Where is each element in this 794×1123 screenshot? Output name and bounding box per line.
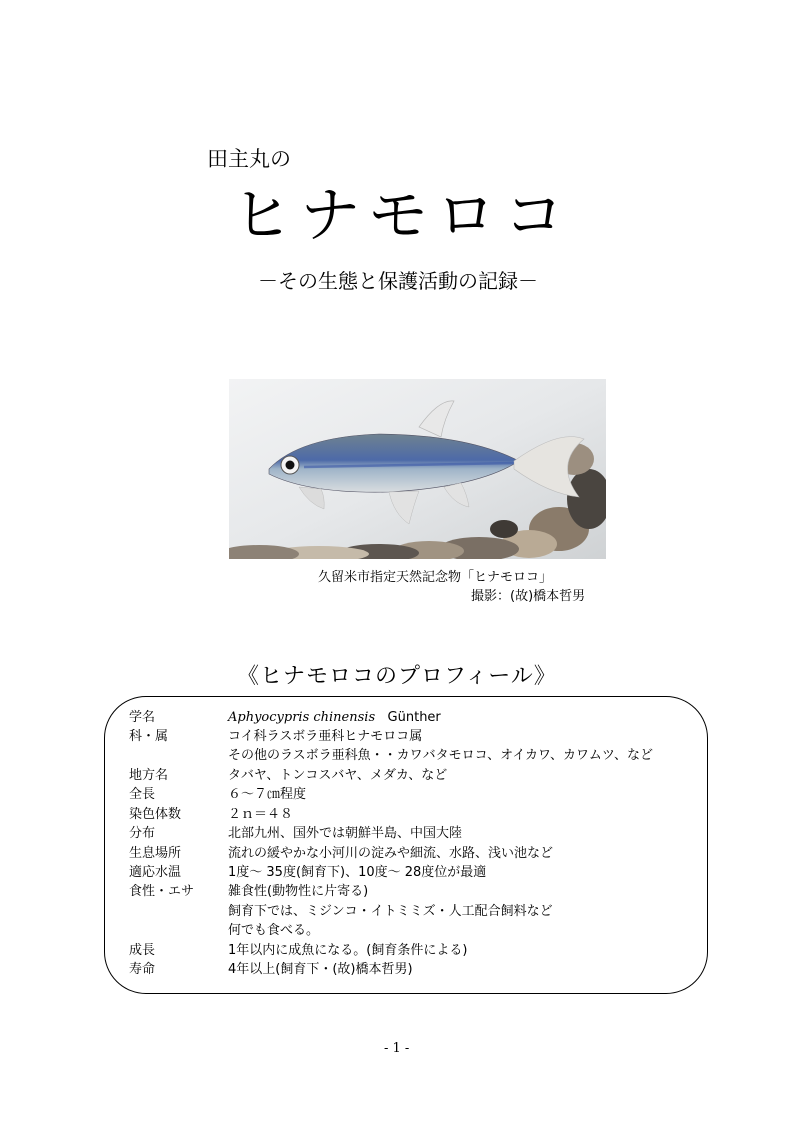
- fish-photo: [229, 379, 606, 559]
- profile-label: 食性・エサ: [129, 884, 195, 899]
- document-title: ヒナモロコ: [232, 181, 572, 251]
- profile-label: 地方名: [129, 768, 169, 783]
- profile-label: 全長: [129, 787, 156, 802]
- profile-label: 学名: [129, 710, 156, 725]
- profile-row: [129, 766, 447, 785]
- profile-row: [129, 805, 293, 824]
- profile-value: ６～７㎝程度: [228, 787, 307, 802]
- profile-value: 4年以上(飼育下・(故)橋本哲男): [228, 962, 413, 977]
- profile-value: ２ｎ＝４８: [228, 807, 294, 822]
- profile-label: 科・属: [129, 729, 169, 744]
- profile-value-continued: 飼育下では、ミジンコ・イトミミズ・人工配合飼料など: [228, 904, 553, 919]
- profile-label: 染色体数: [129, 807, 182, 822]
- profile-label: 成長: [129, 943, 156, 958]
- profile-row-scientific-name: [129, 708, 441, 727]
- profile-label: 寿命: [129, 962, 156, 977]
- document-subtitle: －その生態と保護活動の記録－: [258, 269, 538, 293]
- profile-row: [129, 727, 422, 746]
- scientific-author: Günther: [387, 710, 441, 725]
- profile-value: 1年以内に成魚になる。(飼育条件による): [228, 943, 468, 958]
- scientific-name: Aphyocypris chinensis: [228, 710, 376, 725]
- profile-row: [129, 785, 306, 804]
- profile-label: 生息場所: [129, 846, 182, 861]
- profile-value: 流れの緩やかな小河川の淀みや細流、水路、浅い池など: [228, 846, 554, 861]
- profile-row: [129, 882, 368, 901]
- profile-value-continued: その他のラスボラ亜科魚・・カワバタモロコ、オイカワ、カワムツ、など: [228, 748, 653, 763]
- profile-value: 北部九州、国外では朝鮮半島、中国大陸: [228, 826, 463, 841]
- profile-value: コイ科ラスボラ亜科ヒナモロコ属: [228, 729, 423, 744]
- profile-row: [129, 941, 467, 960]
- title-prefix: 田主丸の: [207, 147, 291, 171]
- page-number: - 1 -: [384, 1041, 410, 1056]
- profile-row: [129, 824, 462, 843]
- profile-value-continued: 何でも食べる。: [228, 923, 320, 938]
- profile-value: タバヤ、トンコスバヤ、メダカ、など: [228, 768, 448, 783]
- profile-label: 分布: [129, 826, 156, 841]
- profile-row: [129, 960, 413, 979]
- profile-heading: 《ヒナモロコのプロフィール》: [237, 664, 557, 689]
- profile-value: 1度～ 35度(飼育下)、10度～ 28度位が最適: [228, 865, 487, 880]
- profile-row: [129, 863, 486, 882]
- photo-caption: 久留米市指定天然記念物「ヒナモロコ」: [318, 570, 553, 585]
- profile-row: [129, 844, 553, 863]
- profile-value: 雑食性(動物性に片寄る): [228, 884, 369, 899]
- profile-label: 適応水温: [129, 865, 182, 880]
- photo-credit: 撮影：(故)橋本哲男: [471, 589, 586, 604]
